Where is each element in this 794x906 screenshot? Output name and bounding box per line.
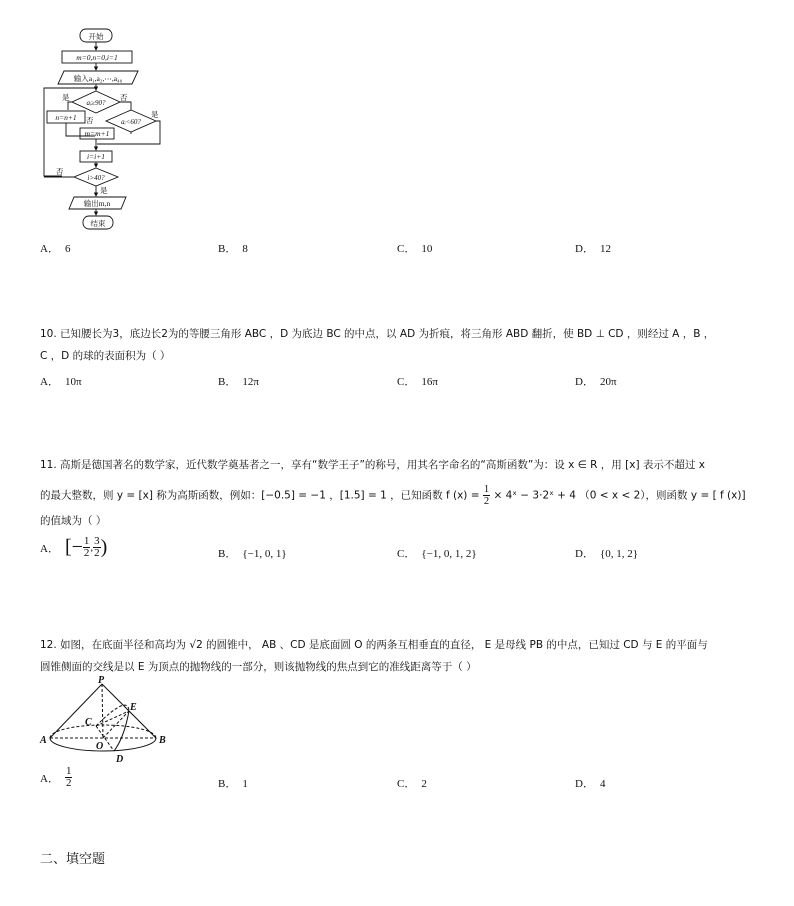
yes-label-2: 是 bbox=[151, 110, 159, 119]
m-inc-text: m=m+1 bbox=[84, 129, 110, 138]
output-text: 输出m,n bbox=[83, 199, 111, 208]
label-C: C bbox=[85, 717, 92, 728]
cond1-text: aᵢ≥90? bbox=[86, 99, 106, 107]
q10-stem-line2: C ，D 的球的表面积为（ ） bbox=[40, 350, 171, 362]
q12-option-b: B． 1 bbox=[218, 778, 248, 790]
q11-fraction-half: $\frac{1}{2}$ bbox=[483, 484, 490, 507]
q11-option-c: C． {−1, 0, 1, 2} bbox=[397, 548, 477, 560]
q9-option-c: C． 10 bbox=[397, 243, 433, 255]
no-label-1: 否 bbox=[120, 93, 128, 102]
q10-stem-line1: 10. 已知腰长为3，底边长2为的等腰三角形 ABC ，D 为底边 BC 的中点，以 AD 为折痕，将三角形 ABD 翻折，使 BD ⊥ CD ，则经过 A ，B ， bbox=[40, 328, 715, 340]
q12-option-d: D． 4 bbox=[575, 778, 606, 790]
label-P: P bbox=[98, 675, 105, 686]
section-heading-fill-in: 二、填空题 bbox=[40, 852, 106, 867]
no-label-3: 否 bbox=[56, 167, 64, 176]
cone-diagram bbox=[38, 674, 178, 766]
q11-line2-part-a: 的最大整数，则 y = [x] 称为高斯函数，例如：[−0.5] = −1 ，[1.5] = 1 ，已知函数 f (x) = bbox=[40, 489, 480, 502]
init-text: m=0,n=0,i=1 bbox=[76, 53, 118, 62]
q11-line2-part-b: × 4ˣ − 3·2ˣ + 4 （0 < x < 2），则函数 y = [ f (x)] bbox=[493, 489, 746, 502]
flowchart-diagram bbox=[40, 26, 170, 238]
q11-stem-line1: 11. 高斯是德国著名的数学家，近代数学奠基者之一，享有“数学王子”的称号，用其名字命名的“高斯函数”为：设 x ∈ R ，用 [x] 表示不超过 x bbox=[40, 459, 705, 471]
q12-stem-line2: 圆锥侧面的交线是以 E 为顶点的抛物线的一部分，则该抛物线的焦点到它的准线距离等于（ ） bbox=[40, 661, 477, 673]
cond3-text: i>40? bbox=[87, 174, 105, 182]
q11-option-a: A． [− $\frac{1}{2}$ , $\frac{3}{2}$ ) bbox=[40, 535, 108, 559]
q10-option-a: A． 10π bbox=[40, 376, 82, 388]
label-A: A bbox=[40, 735, 47, 746]
q12-option-c: C． 2 bbox=[397, 778, 427, 790]
yes-label-3: 是 bbox=[100, 186, 108, 195]
label-O: O bbox=[96, 741, 104, 752]
start-text: 开始 bbox=[88, 32, 104, 41]
label-D: D bbox=[116, 754, 124, 765]
q10-option-b: B． 12π bbox=[218, 376, 259, 388]
q11-stem-line3: 的值域为（ ） bbox=[40, 515, 107, 527]
q12-option-a: A． $\frac{1}{2}$ bbox=[40, 765, 72, 789]
n-inc-text: n=n+1 bbox=[55, 113, 77, 122]
q11-option-d: D． {0, 1, 2} bbox=[575, 548, 639, 560]
q11-stem-line2 bbox=[40, 484, 746, 507]
q10-option-d: D． 20π bbox=[575, 376, 617, 388]
cond2-text: aᵢ<60? bbox=[121, 118, 141, 126]
end-text: 结束 bbox=[90, 219, 106, 228]
no-label-2: 否 bbox=[86, 116, 94, 125]
q9-option-b: B． 8 bbox=[218, 243, 248, 255]
q10-option-c: C． 16π bbox=[397, 376, 438, 388]
q12-stem-line1: 12. 如图，在底面半径和高均为 √2 的圆锥中， AB 、CD 是底面圆 O 的两条互相垂直的直径， E 是母线 PB 的中点，已知过 CD 与 E 的平面与 bbox=[40, 639, 708, 651]
q9-option-a: A． 6 bbox=[40, 243, 71, 255]
label-E: E bbox=[130, 702, 137, 713]
yes-label-1: 是 bbox=[62, 93, 70, 102]
q11-option-b: B． {−1, 0, 1} bbox=[218, 548, 287, 560]
label-B: B bbox=[159, 735, 166, 746]
q9-option-d: D． 12 bbox=[575, 243, 611, 255]
i-inc-text: i=i+1 bbox=[86, 152, 106, 161]
input-text: 输入a₁,a₂,⋯,a₄₀ bbox=[73, 74, 123, 83]
